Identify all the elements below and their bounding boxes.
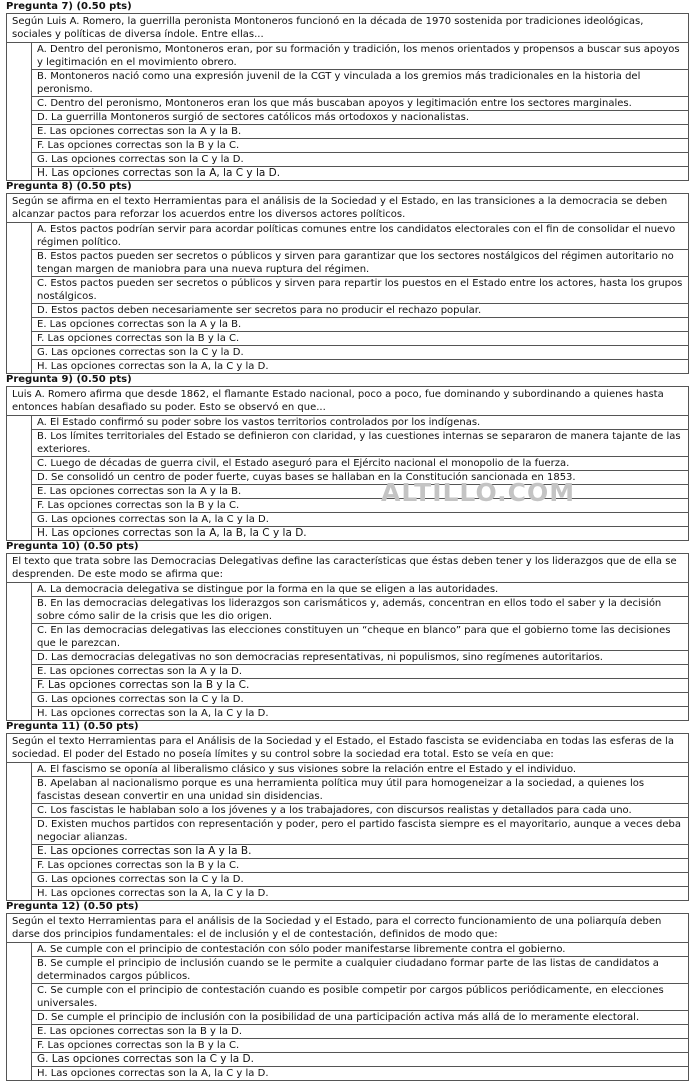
answer-option[interactable]: D. Existen muchos partidos con representación y poder, pero el partido fascista siempre es el mayoritario, aunque a veces deba negociar alianzas. [31, 818, 688, 845]
answer-option[interactable]: C. En las democracias delegativas las elecciones constituyen un “cheque en blanco” para que el gobierno tome las decisiones que le parezcan. [31, 624, 688, 651]
answer-option[interactable]: E. Las opciones correctas son la A y la B. [31, 485, 688, 499]
answer-option[interactable]: A. La democracia delegativa se distingue por la forma en la que se eligen a las autoridades. [31, 583, 688, 597]
answer-option[interactable]: G. Las opciones correctas son la C y la D. [31, 693, 688, 707]
answer-option[interactable]: B. En las democracias delegativas los liderazgos son carismáticos y, además, concentran en ellos todo el saber y la decisión sobre cómo salir de la crisis que les dio origen. [31, 597, 688, 624]
answer-option[interactable]: H. Las opciones correctas son la A, la B, la C y la D. [31, 527, 688, 540]
answer-option[interactable]: H. Las opciones correctas son la A, la C y la D. [31, 360, 688, 373]
answer-option[interactable]: C. Los fascistas le hablaban solo a los jóvenes y a los trabajadores, con discursos realistas y detallados para cada uno. [31, 804, 688, 818]
answer-option[interactable]: F. Las opciones correctas son la B y la C. [31, 1039, 688, 1053]
answer-option[interactable]: G. Las opciones correctas son la C y la D. [31, 153, 688, 167]
question-title: Pregunta 8) (0.50 pts) [6, 181, 132, 192]
answer-option[interactable]: A. Dentro del peronismo, Montoneros eran, por su formación y tradición, los menos orientados y propensos a buscar sus apoyos y legitimación en el movimiento obrero. [31, 43, 688, 70]
answer-option[interactable]: A. Estos pactos podrían servir para acordar políticas comunes entre los candidatos electorales con el fin de consolidar el nuevo régimen político. [31, 223, 688, 250]
answer-option[interactable]: F. Las opciones correctas son la B y la C. [31, 859, 688, 873]
question-box [6, 193, 689, 374]
answer-option[interactable]: H. Las opciones correctas son la A, la C y la D. [31, 167, 688, 180]
answer-option[interactable]: G. Las opciones correctas son la A, la C y la D. [31, 513, 688, 527]
question-stem: Según el texto Herramientas para el Análisis de la Sociedad y el Estado, el Estado fascista se evidenciaba en todas las esferas de la sociedad. El poder del Estado no poseía límites y su control sobre la sociedad era total. Esto se veía en que: [7, 734, 688, 763]
answer-option[interactable]: C. Estos pactos pueden ser secretos o públicos y sirven para repartir los puestos en el Estado entre los actores, hasta los grupos nostálgicos. [31, 277, 688, 304]
question-title: Pregunta 11) (0.50 pts) [6, 721, 139, 732]
question-stem: Según se afirma en el texto Herramientas para el análisis de la Sociedad y el Estado, en las transiciones a la democracia se deben alcanzar pactos para reforzar los acuerdos entre los diversos actores políticos. [7, 194, 688, 223]
answer-option[interactable]: G. Las opciones correctas son la C y la D. [31, 873, 688, 887]
answer-option[interactable]: A. El Estado confirmó su poder sobre los vastos territorios controlados por los indígenas. [31, 416, 688, 430]
question-box [6, 553, 689, 721]
question-box [6, 913, 689, 1081]
question-stem: El texto que trata sobre las Democracias Delegativas define las características que éstas deben tener y los liderazgos que de ella se desprenden. De este modo se afirma que: [7, 554, 688, 583]
watermark: ALTILLO.COM [381, 478, 576, 507]
answer-option[interactable]: E. Las opciones correctas son la B y la D. [31, 1025, 688, 1039]
answer-option[interactable]: C. Luego de décadas de guerra civil, el Estado aseguró para el Ejército nacional el monopolio de la fuerza. [31, 457, 688, 471]
answer-option[interactable]: D. Estos pactos deben necesariamente ser secretos para no producir el rechazo popular. [31, 304, 688, 318]
answer-option[interactable]: E. Las opciones correctas son la A y la B. [31, 845, 688, 859]
answer-option[interactable]: E. Las opciones correctas son la A y la B. [31, 318, 688, 332]
question-title: Pregunta 12) (0.50 pts) [6, 901, 139, 912]
question-box [6, 733, 689, 901]
question-stem: Según Luis A. Romero, la guerrilla peronista Montoneros funcionó en la década de 1970 sostenida por tradiciones ideológicas, sociales y políticas de diversa índole. Entre ellas... [7, 14, 688, 43]
answer-option[interactable]: A. Se cumple con el principio de contestación con sólo poder manifestarse libremente contra el gobierno. [31, 943, 688, 957]
question-box [6, 386, 689, 541]
question-box [6, 13, 689, 181]
answer-option[interactable]: B. Estos pactos pueden ser secretos o públicos y sirven para garantizar que los sectores nostálgicos del régimen autoritario no tengan margen de maniobra para una nueva ruptura del régimen. [31, 250, 688, 277]
question-stem: Según el texto Herramientas para el análisis de la Sociedad y el Estado, para el correcto funcionamiento de una poliarquía deben darse dos principios fundamentales: el de inclusión y el de contestación, definidos de modo que: [7, 914, 688, 943]
answer-option[interactable]: F. Las opciones correctas son la B y la C. [31, 332, 688, 346]
answer-option[interactable]: B. Montoneros nació como una expresión juvenil de la CGT y vinculada a los gremios más tradicionales en la historia del peronismo. [31, 70, 688, 97]
answer-option[interactable]: A. El fascismo se oponía al liberalismo clásico y sus visiones sobre la relación entre el Estado y el individuo. [31, 763, 688, 777]
answer-option[interactable]: G. Las opciones correctas son la C y la D. [31, 1053, 688, 1067]
answer-option[interactable]: F. Las opciones correctas son la B y la C. [31, 679, 688, 693]
question-title: Pregunta 10) (0.50 pts) [6, 541, 139, 552]
answer-option[interactable]: E. Las opciones correctas son la A y la B. [31, 125, 688, 139]
answer-option[interactable]: F. Las opciones correctas son la B y la C. [31, 499, 688, 513]
answer-option[interactable]: C. Se cumple con el principio de contestación cuando es posible competir por cargos públicos periódicamente, en elecciones universales. [31, 984, 688, 1011]
answer-option[interactable]: H. Las opciones correctas son la A, la C y la D. [31, 887, 688, 900]
question-title: Pregunta 7) (0.50 pts) [6, 1, 132, 12]
answer-option[interactable]: D. Las democracias delegativas no son democracias representativas, ni populismos, sino regímenes autoritarios. [31, 651, 688, 665]
answer-option[interactable]: C. Dentro del peronismo, Montoneros eran los que más buscaban apoyos y legitimación entre los sectores marginales. [31, 97, 688, 111]
answer-option[interactable]: B. Apelaban al nacionalismo porque es una herramienta política muy útil para homogeneizar a la sociedad, a quienes los fascistas desean convertir en una unidad sin disidencias. [31, 777, 688, 804]
answer-option[interactable]: E. Las opciones correctas son la A y la D. [31, 665, 688, 679]
answer-option[interactable]: H. Las opciones correctas son la A, la C y la D. [31, 1067, 688, 1080]
question-title: Pregunta 9) (0.50 pts) [6, 374, 132, 385]
answer-option[interactable]: H. Las opciones correctas son la A, la C y la D. [31, 707, 688, 720]
answer-option[interactable]: F. Las opciones correctas son la B y la C. [31, 139, 688, 153]
answer-option[interactable]: G. Las opciones correctas son la C y la D. [31, 346, 688, 360]
answer-option[interactable]: B. Se cumple el principio de inclusión cuando se le permite a cualquier ciudadano formar parte de las listas de candidatos a determinados cargos públicos. [31, 957, 688, 984]
answer-option[interactable]: D. La guerrilla Montoneros surgió de sectores católicos más ortodoxos y nacionalistas. [31, 111, 688, 125]
answer-option[interactable]: D. Se cumple el principio de inclusión con la posibilidad de una participación activa más allá de lo meramente electoral. [31, 1011, 688, 1025]
answer-option[interactable]: B. Los límites territoriales del Estado se definieron con claridad, y las cuestiones internas se separaron de manera tajante de las exteriores. [31, 430, 688, 457]
answer-option[interactable]: D. Se consolidó un centro de poder fuerte, cuyas bases se hallaban en la Constitución sancionada en 1853. [31, 471, 688, 485]
question-stem: Luis A. Romero afirma que desde 1862, el flamante Estado nacional, poco a poco, fue dominando y subordinando a quienes hasta entonces habían desafiado su poder. Esto se observó en que... [7, 387, 688, 416]
